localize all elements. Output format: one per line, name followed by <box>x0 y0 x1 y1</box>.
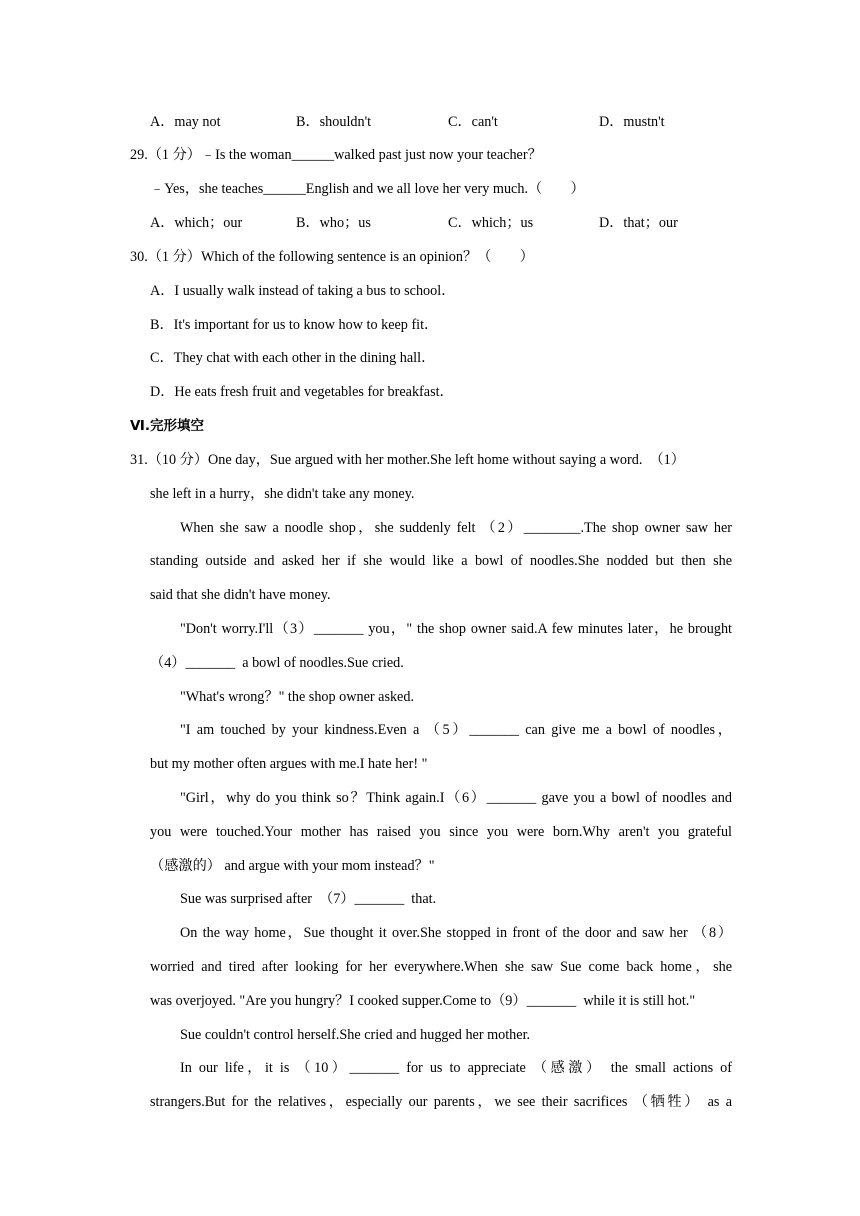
q30-option-b: B．It's important for us to know how to keep fit． <box>150 317 439 333</box>
q31-line-6: "Don't worry.I'll（3）_______ you，" the shop owner said.A few minutes later，he brought <box>180 621 732 637</box>
q30-option-d: D．He eats fresh fruit and vegetables for breakfast． <box>150 384 454 400</box>
q31-line-14: Sue was surprised after （7）_______ that. <box>180 891 437 907</box>
q30-option-c: C．They chat with each other in the dining hall． <box>150 350 436 366</box>
q31-line-16: worried and tired after looking for her everywhere.When she saw Sue come back home，she <box>150 959 732 975</box>
q31-line-5: said that she didn't have money. <box>150 587 331 603</box>
q30-stem: 30.（1 分）Which of the following sentence is an opinion？（ ） <box>130 249 534 265</box>
q29-option-a: A．which；our <box>150 215 243 231</box>
q31-line-13: （感激的） and argue with your mom instead？" <box>150 858 435 874</box>
q31-line-17: was overjoyed. "Are you hungry？I cooked supper.Come to（9）_______ while it is still hot." <box>150 993 696 1009</box>
q28-options <box>150 113 750 131</box>
q29-options <box>150 214 750 232</box>
q31-line-18: Sue couldn't control herself.She cried and hugged her mother. <box>180 1027 531 1043</box>
q31-line-15: On the way home，Sue thought it over.She stopped in front of the door and saw her （8） <box>180 925 732 941</box>
q29-option-d: D．that；our <box>599 215 678 231</box>
q29-line-2: ﹣Yes，she teaches______English and we all love her very much.（ ） <box>150 181 585 197</box>
q28-option-c: C．can't <box>448 114 498 130</box>
q29-line-1: 29.（1 分）﹣Is the woman______walked past just now your teacher？ <box>130 147 542 163</box>
q31-line-9: "I am touched by your kindness.Even a （5）_______ can give me a bowl of noodles， <box>180 722 732 738</box>
q31-line-8: "What's wrong？" the shop owner asked. <box>180 689 414 705</box>
q31-line-7: （4）_______ a bowl of noodles.Sue cried. <box>150 655 404 671</box>
q30-option-a: A．I usually walk instead of taking a bus to school． <box>150 283 456 299</box>
q28-option-a: A．may not <box>150 114 221 130</box>
section-heading: Ⅵ.完形填空 <box>130 418 204 434</box>
q31-line-11: "Girl，why do you think so？Think again.I（6）_______ gave you a bowl of noodles and <box>180 790 732 806</box>
q31-line-3: When she saw a noodle shop，she suddenly felt （2）________.The shop owner saw her <box>180 520 732 536</box>
q29-option-b: B．who；us <box>296 215 371 231</box>
q31-line-20: strangers.But for the relatives，especially our parents，we see their sacrifices （牺牲） as a <box>150 1094 732 1110</box>
q31-line-1: 31.（10 分）One day，Sue argued with her mother.She left home without saying a word. （1） <box>130 452 685 468</box>
q28-option-d: D．mustn't <box>599 114 665 130</box>
q31-line-10: but my mother often argues with me.I hate her! " <box>150 756 428 772</box>
q31-line-12: you were touched.Your mother has raised you since you were born.Why aren't you grateful <box>150 824 732 840</box>
q29-option-c: C．which；us <box>448 215 534 231</box>
q28-option-b: B．shouldn't <box>296 114 372 130</box>
q31-line-2: she left in a hurry，she didn't take any money. <box>150 486 415 502</box>
q31-line-4: standing outside and asked her if she would like a bowl of noodles.She nodded but then she <box>150 553 732 569</box>
q31-line-19: In our life，it is （10）_______ for us to appreciate （感激） the small actions of <box>180 1060 732 1076</box>
